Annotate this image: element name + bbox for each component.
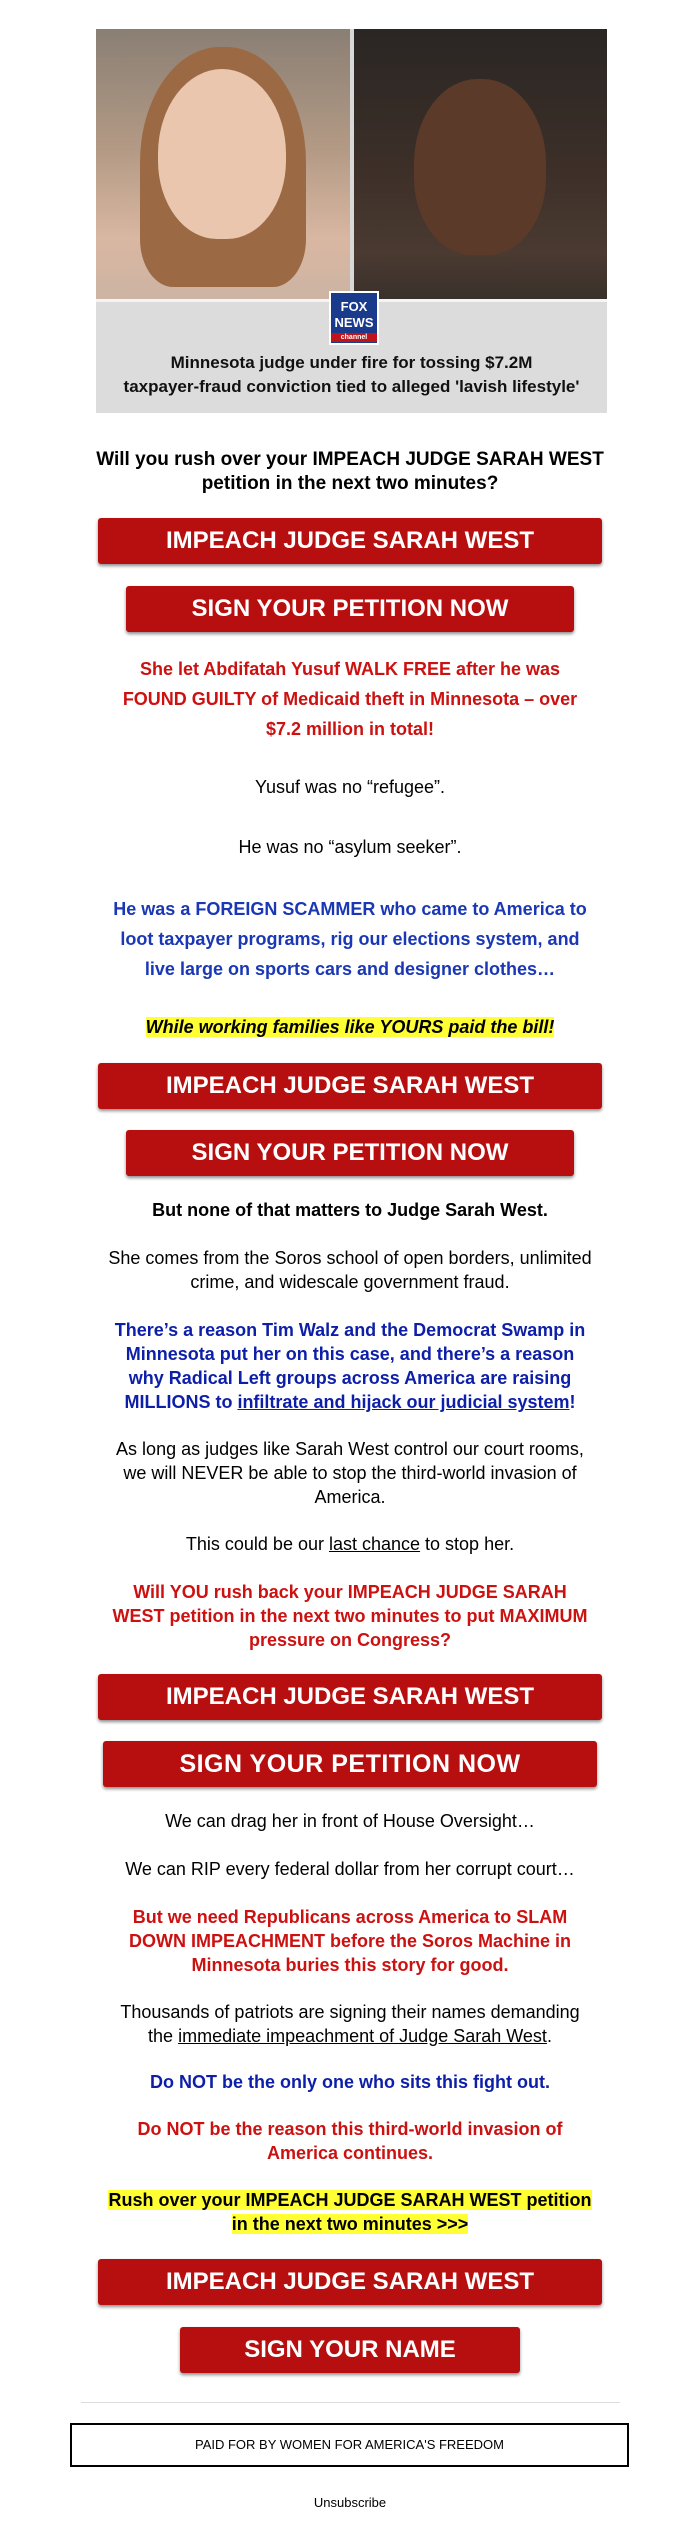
intro-line2: petition in the next two minutes? — [201, 473, 499, 494]
slam-line3: Minnesota buries this story for good. — [191, 1955, 509, 1975]
photo-judge — [96, 29, 350, 329]
photo-judge-face — [158, 69, 286, 239]
soros-paragraph — [70, 1246, 630, 1294]
do-not-sit-line: Do NOT be the only one who sits this fight out. — [150, 2072, 550, 2092]
walk-free-line3: $7.2 million in total! — [265, 719, 435, 739]
families-line — [70, 1015, 630, 1039]
photo-defendant — [354, 29, 607, 329]
rush-back-paragraph — [70, 1580, 630, 1652]
asylum-line: He was no “asylum seeker”. — [238, 837, 462, 857]
photo-defendant-face — [414, 79, 546, 255]
hero-caption-line1: Minnesota judge under fire for tossing $7.2M — [170, 353, 533, 372]
last-chance-link[interactable]: last chance — [328, 1534, 421, 1554]
channel-logo-text: channel — [331, 333, 377, 342]
last-chance-line — [70, 1532, 630, 1556]
sign-petition-button-1[interactable]: SIGN YOUR PETITION NOW — [126, 586, 574, 632]
judicial-system-link[interactable]: infiltrate and hijack our judicial system — [237, 1392, 570, 1412]
oversight-line: We can drag her in front of House Oversight… — [165, 1811, 535, 1831]
thousands-paragraph — [70, 2000, 630, 2048]
soros-line1: She comes from the Soros school of open borders, unlimited — [108, 1248, 592, 1268]
intro-line1: Will you rush over your IMPEACH JUDGE SARAH WEST — [96, 449, 604, 470]
hero-image[interactable] — [96, 29, 607, 413]
scammer-paragraph — [70, 894, 630, 984]
intro-question — [70, 448, 630, 496]
scammer-line1: He was a FOREIGN SCAMMER who came to America to — [113, 899, 587, 919]
do-not-reason-paragraph — [70, 2117, 630, 2165]
rush-back-line1: Will YOU rush back your IMPEACH JUDGE SARAH — [133, 1582, 567, 1602]
walz-line1: There’s a reason Tim Walz and the Democrat Swamp in — [114, 1320, 586, 1340]
impeach-button-2[interactable]: IMPEACH JUDGE SARAH WEST — [98, 1063, 602, 1109]
rip-line: We can RIP every federal dollar from her corrupt court… — [125, 1859, 575, 1879]
impeach-button-3[interactable]: IMPEACH JUDGE SARAH WEST — [98, 1674, 602, 1720]
fox-news-logo — [329, 291, 379, 345]
walk-free-paragraph — [70, 654, 630, 744]
scammer-line3: live large on sports cars and designer clothes… — [144, 959, 556, 979]
slam-line2: DOWN IMPEACHMENT before the Soros Machine in — [128, 1931, 572, 1951]
thousands-line2-end: . — [546, 2026, 552, 2046]
sign-petition-button-2[interactable]: SIGN YOUR PETITION NOW — [126, 1130, 574, 1176]
footer-divider — [81, 2402, 620, 2403]
rush-final-paragraph — [70, 2188, 630, 2236]
refugee-line: Yusuf was no “refugee”. — [254, 777, 446, 797]
walz-paragraph — [70, 1318, 630, 1414]
rush-back-line3: pressure on Congress? — [248, 1630, 452, 1650]
rush-final-line2: in the next two minutes >>> — [231, 2214, 469, 2234]
scammer-line2: loot taxpayer programs, rig our elections system, and — [120, 929, 580, 949]
impeach-button-4[interactable]: IMPEACH JUDGE SARAH WEST — [98, 2259, 602, 2305]
slam-paragraph — [70, 1905, 630, 1977]
walk-free-line1: She let Abdifatah Yusuf WALK FREE after he was — [139, 659, 561, 679]
control-paragraph — [70, 1437, 630, 1509]
thousands-line2-start: the — [148, 2026, 179, 2046]
families-highlight: While working families like YOURS paid the bill! — [145, 1017, 555, 1037]
none-matters-line: But none of that matters to Judge Sarah West. — [152, 1200, 548, 1220]
slam-line1: But we need Republicans across America to SLAM — [132, 1907, 568, 1927]
last-chance-start: This could be our — [185, 1534, 329, 1554]
sign-name-button[interactable]: SIGN YOUR NAME — [180, 2327, 520, 2373]
rush-back-line2: WEST petition in the next two minutes to put MAXIMUM — [112, 1606, 588, 1626]
paid-for-text: PAID FOR BY WOMEN FOR AMERICA'S FREEDOM — [195, 2437, 504, 2452]
unsubscribe-link[interactable]: Unsubscribe — [313, 2495, 387, 2510]
news-logo-text: NEWS — [334, 315, 374, 330]
walz-line4-end: ! — [569, 1392, 576, 1412]
thousands-line1: Thousands of patriots are signing their names demanding — [120, 2002, 580, 2022]
impeach-button-1[interactable]: IMPEACH JUDGE SARAH WEST — [98, 518, 602, 564]
hero-caption-line2: taxpayer-fraud conviction tied to alleged 'lavish lifestyle' — [123, 377, 580, 396]
control-line3: America. — [314, 1487, 386, 1507]
do-not-reason-line2: America continues. — [266, 2143, 434, 2163]
last-chance-end: to stop her. — [420, 1534, 515, 1554]
walk-free-line2: FOUND GUILTY of Medicaid theft in Minnesota – over — [122, 689, 578, 709]
hero-caption — [96, 351, 607, 399]
rush-final-line1: Rush over your IMPEACH JUDGE SARAH WEST petition — [108, 2190, 592, 2210]
walz-line2: Minnesota put her on this case, and there’s a reason — [125, 1344, 575, 1364]
impeachment-link[interactable]: immediate impeachment of Judge Sarah West — [178, 2026, 547, 2046]
fox-logo-text: FOX — [340, 299, 368, 314]
control-line1: As long as judges like Sarah West control our court rooms, — [116, 1439, 584, 1459]
sign-petition-button-3[interactable]: SIGN YOUR PETITION NOW — [103, 1741, 597, 1787]
control-line2: we will NEVER be able to stop the third-world invasion of — [123, 1463, 577, 1483]
walz-line4-start: MILLIONS to — [124, 1392, 238, 1412]
soros-line2: crime, and widescale government fraud. — [190, 1272, 510, 1292]
do-not-reason-line1: Do NOT be the reason this third-world invasion of — [137, 2119, 563, 2139]
walz-line3: why Radical Left groups across America are raising — [128, 1368, 572, 1388]
paid-for-box — [70, 2423, 629, 2467]
